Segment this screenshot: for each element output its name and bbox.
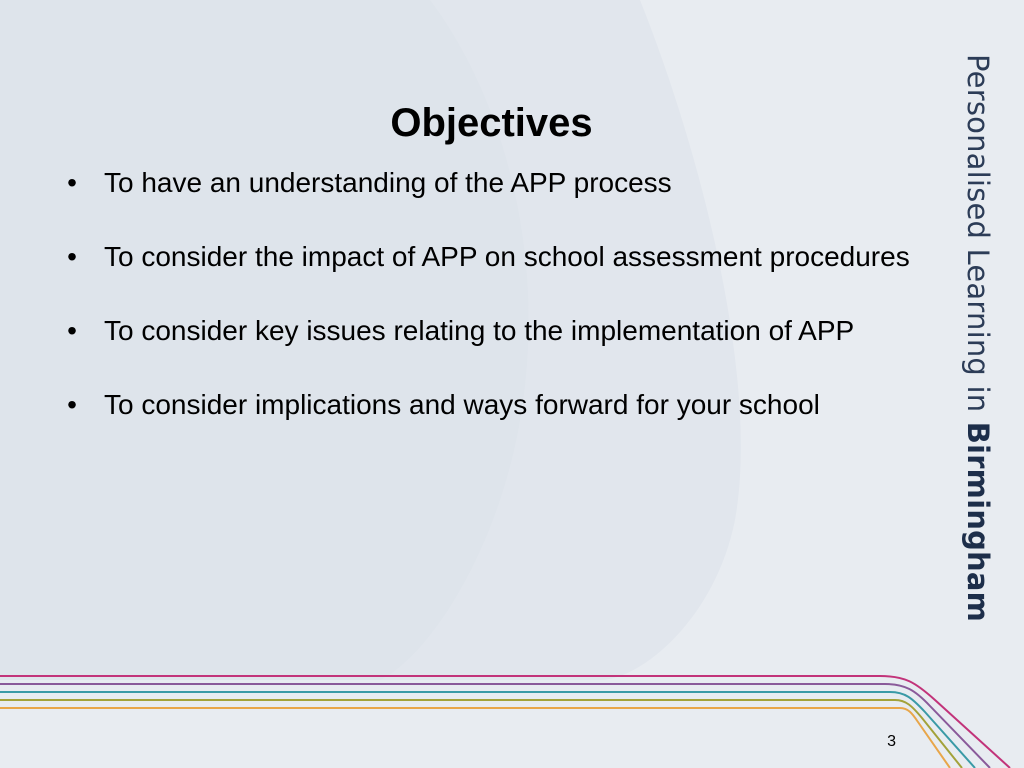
bullet-icon: • bbox=[67, 167, 77, 198]
brand-word-personalised: Personalised bbox=[961, 54, 995, 240]
line-magenta bbox=[0, 676, 1010, 768]
line-olive bbox=[0, 700, 962, 768]
bullet-text: To consider key issues relating to the implementation of APP bbox=[104, 315, 855, 346]
bullet-text: To consider the impact of APP on school assessment procedures bbox=[104, 241, 910, 272]
bullet-icon: • bbox=[67, 389, 77, 420]
slide-title: Objectives bbox=[390, 100, 593, 145]
bullet-text: To have an understanding of the APP process bbox=[104, 167, 672, 198]
line-teal bbox=[0, 692, 975, 768]
bullet-text: To consider implications and ways forward for your school bbox=[104, 389, 820, 420]
bullet-icon: • bbox=[67, 241, 77, 272]
brand-word-learning: Learning bbox=[961, 248, 995, 377]
brand-word-in: in bbox=[961, 385, 995, 413]
brand-word-birmingham: Birmingham bbox=[961, 421, 995, 623]
line-orange bbox=[0, 708, 950, 768]
page-number: 3 bbox=[887, 733, 896, 750]
line-purple bbox=[0, 684, 990, 768]
bullet-icon: • bbox=[67, 315, 77, 346]
